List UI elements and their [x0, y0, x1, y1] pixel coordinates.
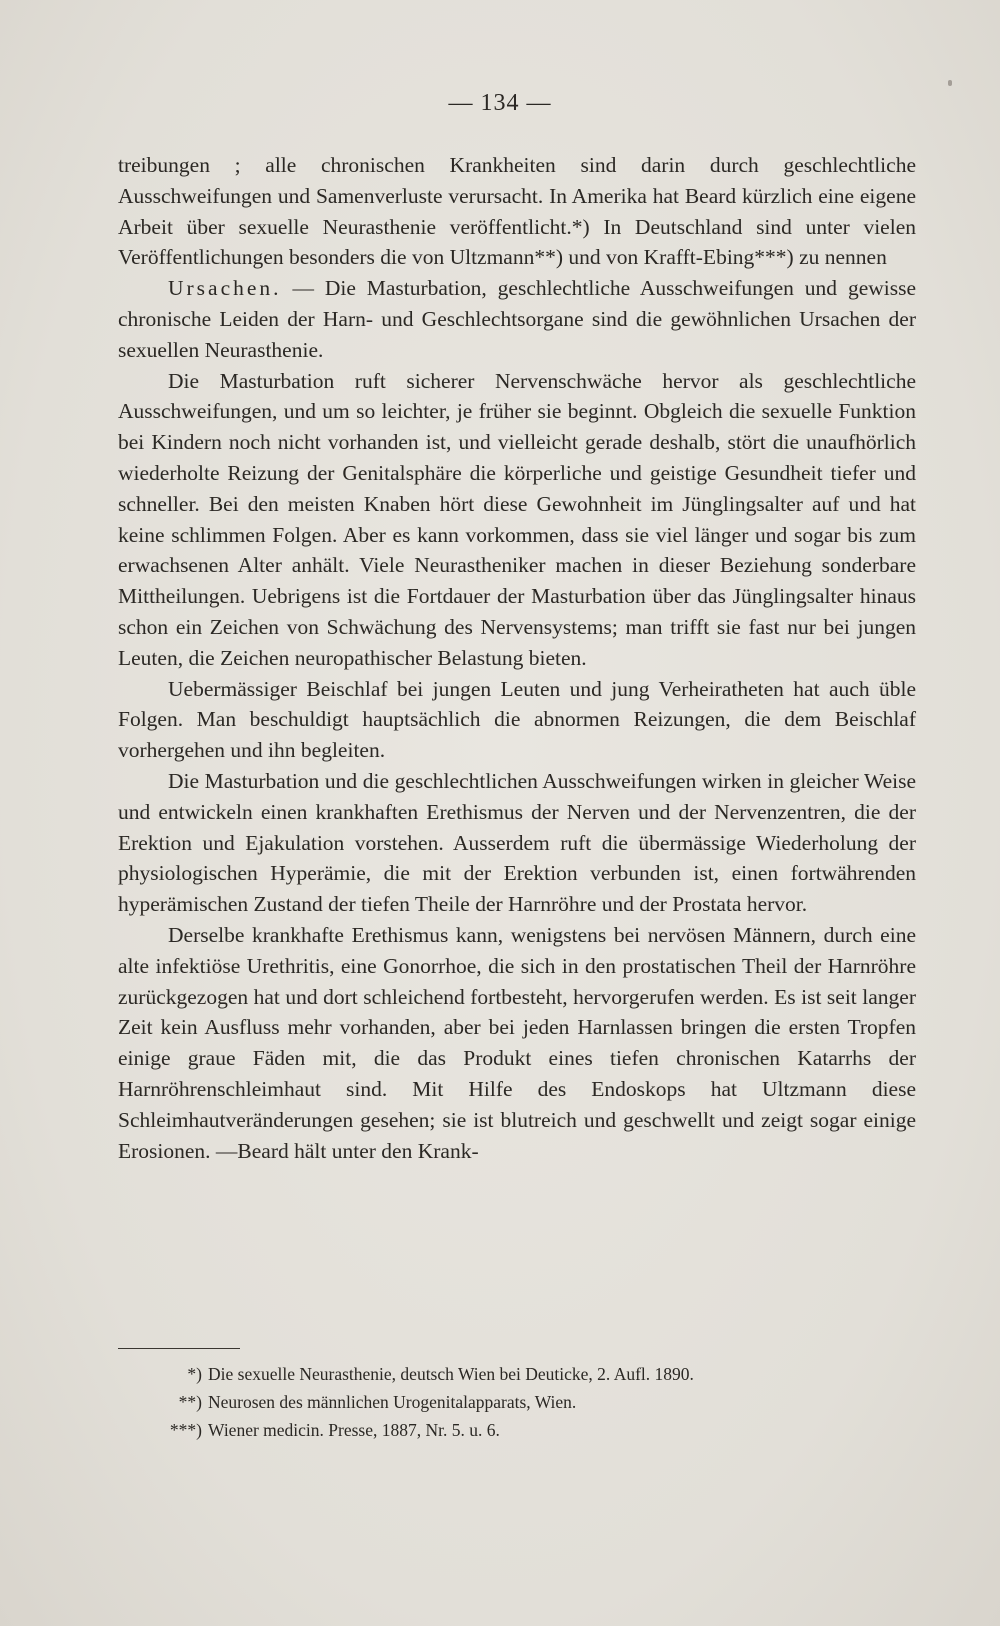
footnote-separator: [118, 1348, 240, 1349]
page-number-header: — 134 —: [448, 90, 552, 116]
paragraph-6: Derselbe krankhafte Erethismus kann, wenigstens bei nervösen Männern, durch eine alte infektiöse Urethritis, eine Gonorrhoe, die sich in den prostatischen Theil der Harnröhre zurückgezogen hat und dort schleichend fortbesteht, hervorgerufen werden. Es ist seit langer Zeit kein Ausfluss mehr vorhanden, aber bei jeden Harnlassen bringen die ersten Tropfen einige graue Fäden mit, die das Produkt eines tiefen chronischen Katarrhs der Harnröhrenschleimhaut sind. Mit Hilfe des Endoskops hat Ultzmann diese Schleimhautveränderungen gesehen; sie ist blutreich und geschwellt und zeigt sogar einige Erosionen. —Beard hält unter den Krank-: [118, 922, 916, 1163]
footnotes: [150, 1360, 910, 1444]
footnote-3: [150, 1416, 910, 1444]
paragraph-5: Die Masturbation und die geschlechtlichen Ausschweifungen wirken in gleicher Weise und entwickeln einen krankhaften Erethismus der Nerven und der Nervenzentren, die der Erektion und Ejakulation vorstehen. Ausserdem ruft die übermässige Wiederholung der physiologischen Hyperämie, die mit der Erektion verbunden ist, einen fortwährenden hyperämischen Zustand der tiefen Theile der Harnröhre und der Prostata hervor.: [118, 768, 916, 917]
paragraph-3: Die Masturbation ruft sicherer Nervenschwäche hervor als geschlechtliche Ausschweifungen, und um so leichter, je früher sie beginnt. Obgleich die sexuelle Funktion bei Kindern noch nicht vorhanden ist, und vielleicht gerade deshalb, stört die unaufhörlich wiederholte Reizung der Genitalsphäre die körperliche und geistige Gesundheit tiefer und schneller. Bei den meisten Knaben hört diese Gewohnheit im Jünglingsalter auf und hat keine schlimmen Folgen. Aber es kann vorkommen, dass sie viel länger und sogar bis zum erwachsenen Alter anhält. Viele Neurastheniker machen in dieser Beziehung sonderbare Mittheilungen. Uebrigens ist die Fortdauer der Masturbation über das Jünglingsalter hinaus schon ein Zeichen von Schwächung des Nervensystems; man trifft sie fast nur bei jungen Leuten, die Zeichen neuropathischer Belastung bieten.: [118, 368, 916, 670]
paragraph-4: Uebermässiger Beischlaf bei jungen Leuten und jung Verheiratheten hat auch üble Folgen. Man beschuldigt hauptsächlich die abnormen Reizungen, die dem Beischlaf vorhergehen und ihn begleiten.: [118, 676, 916, 763]
footnote-2: [150, 1388, 910, 1416]
footnote-text: Die sexuelle Neurasthenie, deutsch Wien bei Deuticke, 2. Aufl. 1890.: [208, 1364, 694, 1384]
paper-speck: [948, 80, 952, 86]
footnote-mark: *): [187, 1364, 202, 1384]
paragraph-2-text: — Die Masturbation, geschlechtliche Ausschweifungen und gewisse chronische Leiden der Harn- und Geschlechtsorgane sind die gewöhnlichen Ursachen der sexuellen Neurasthenie.: [118, 276, 917, 362]
footnote-text: Neurosen des männlichen Urogenitalapparats, Wien.: [208, 1392, 577, 1412]
footnote-mark: **): [178, 1392, 202, 1412]
footnote-1: [150, 1360, 910, 1388]
paragraph-2: [118, 273, 916, 365]
section-label: Ursachen.: [168, 276, 282, 301]
body-text: [118, 150, 916, 1166]
footnote-text: Wiener medicin. Presse, 1887, Nr. 5. u. 6.: [208, 1420, 500, 1440]
paragraph-1: treibungen ; alle chronischen Krankheiten sind darin durch geschlechtliche Ausschweifungen und Samenverluste verursacht. In Amerika hat Beard kürzlich eine eigene Arbeit über sexuelle Neurasthenie veröffentlicht.*) In Deutschland sind unter vielen Veröffentlichungen besonders die von Ultzmann**) und von Krafft-Ebing***) zu nennen: [118, 153, 916, 270]
footnote-mark: ***): [169, 1420, 202, 1440]
